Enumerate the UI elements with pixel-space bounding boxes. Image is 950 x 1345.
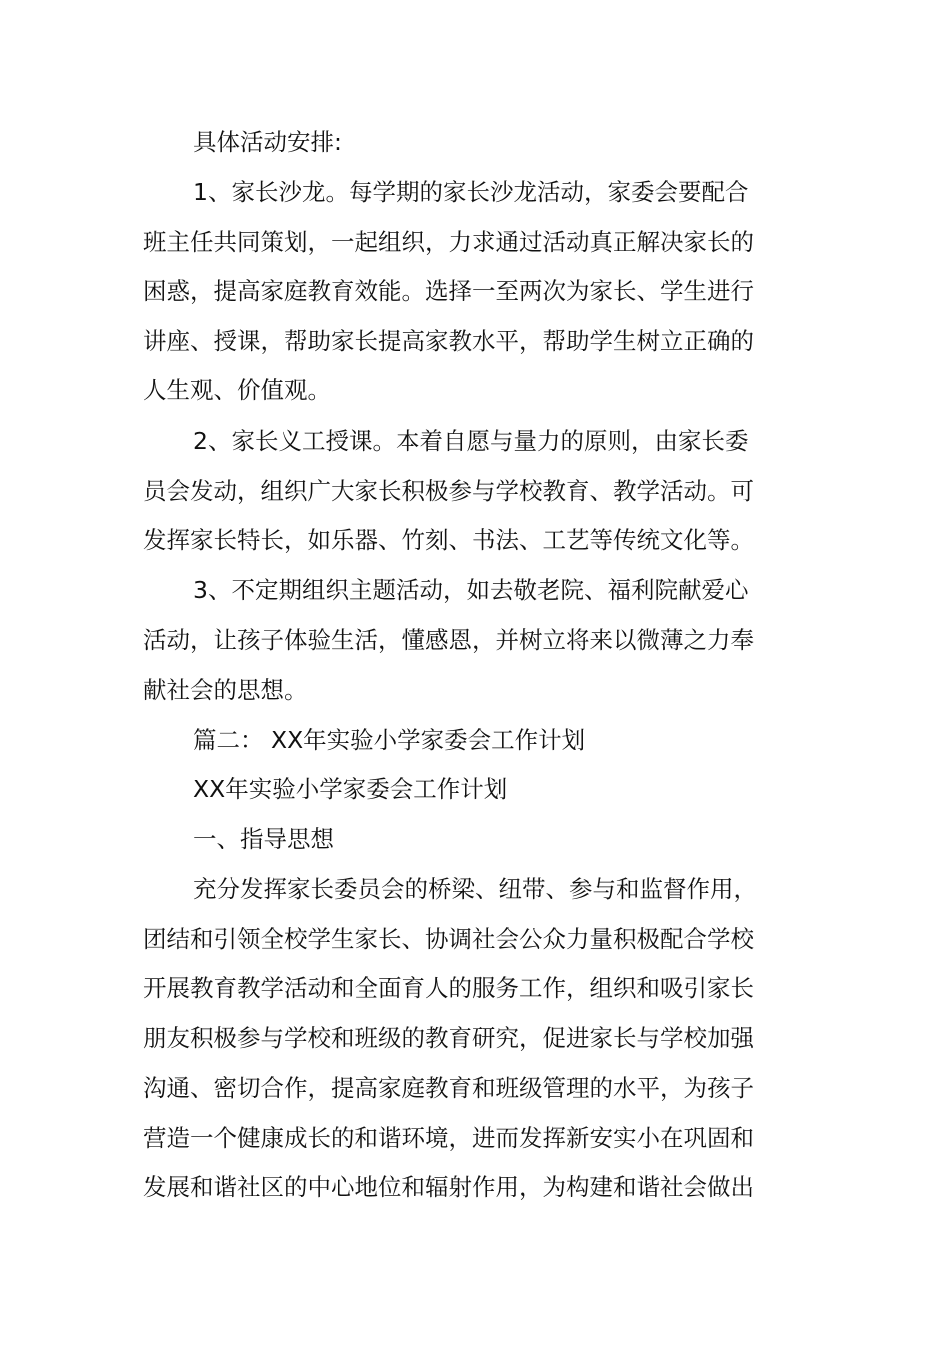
paragraph-line: 班主任共同策划，一起组织，力求通过活动真正解决家长的: [143, 228, 754, 256]
paragraph-line: 沟通、密切合作，提高家庭教育和班级管理的水平，为孩子: [143, 1074, 754, 1102]
paragraph-line: 开展教育教学活动和全面育人的服务工作，组织和吸引家长: [143, 974, 754, 1002]
paragraph-line: 讲座、授课，帮助家长提高家教水平，帮助学生树立正确的: [143, 327, 754, 355]
paragraph-line: 3、不定期组织主题活动，如去敬老院、福利院献爱心: [193, 576, 749, 604]
paragraph-line: 发挥家长特长，如乐器、竹刻、书法、工艺等传统文化等。: [143, 526, 754, 554]
section-heading-activities: 具体活动安排:: [193, 128, 342, 156]
paragraph-line: 营造一个健康成长的和谐环境，进而发挥新安实小在巩固和: [143, 1124, 754, 1152]
paragraph-line: 1、家长沙龙。每学期的家长沙龙活动，家委会要配合: [193, 178, 749, 206]
paragraph-line: 人生观、价值观。: [143, 376, 331, 404]
section-heading-guiding-ideology: 一、指导思想: [193, 825, 334, 853]
paragraph-line: 献社会的思想。: [143, 676, 308, 704]
paragraph-line: 2、家长义工授课。本着自愿与量力的原则，由家长委: [193, 427, 749, 455]
document-title: XX年实验小学家委会工作计划: [193, 775, 508, 803]
paragraph-line: 困惑，提高家庭教育效能。选择一至两次为家长、学生进行: [143, 277, 754, 305]
paragraph-line: 活动，让孩子体验生活，懂感恩，并树立将来以微薄之力奉: [143, 626, 754, 654]
paragraph-line: 团结和引领全校学生家长、协调社会公众力量积极配合学校: [143, 925, 754, 953]
paragraph-line: 充分发挥家长委员会的桥梁、纽带、参与和监督作用，: [193, 875, 757, 903]
paragraph-line: 发展和谐社区的中心地位和辐射作用，为构建和谐社会做出: [143, 1173, 754, 1201]
paragraph-line: 朋友积极参与学校和班级的教育研究，促进家长与学校加强: [143, 1024, 754, 1052]
paragraph-line: 员会发动，组织广大家长积极参与学校教育、教学活动。可: [143, 477, 754, 505]
chapter-heading: 篇二： XX年实验小学家委会工作计划: [193, 726, 586, 754]
